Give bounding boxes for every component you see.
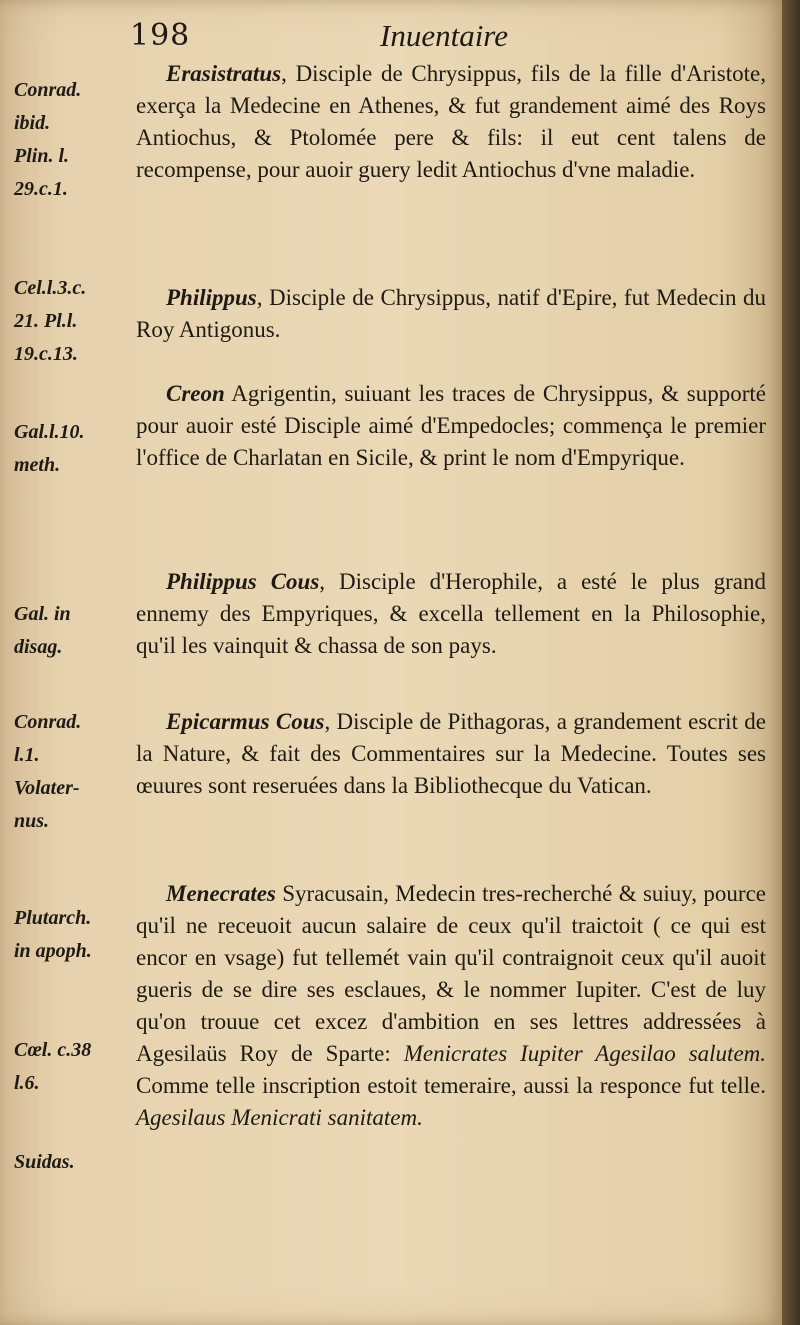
page-number: 198 xyxy=(130,18,191,53)
margin-note: Plutarch. in apoph. xyxy=(14,907,92,962)
page-edge xyxy=(782,0,800,1325)
entry-text: Comme telle inscription estoit temeraire, aussi la responce fut telle. xyxy=(136,1073,766,1098)
running-title: Inuentaire xyxy=(380,18,508,53)
margin-note: Cœl. c.38 l.6. xyxy=(14,1039,92,1094)
margin-note: Suidas. xyxy=(14,1151,75,1173)
entry-text: Agrigentin, suiuant les traces de Chrysippus, & supporté pour auoir esté Disciple aimé d'Empedocles; commença le premier l'office de Charlatan en Sicile, & print le nom d'Empyrique. xyxy=(136,381,766,470)
entry-name: Epicarmus Cous xyxy=(166,709,325,734)
body-text xyxy=(136,0,766,1325)
entry-paragraph xyxy=(136,706,766,802)
entry-name: Philippus Cous xyxy=(166,569,320,594)
entry-paragraph xyxy=(136,878,766,1134)
margin-notes xyxy=(14,0,134,1325)
letter-reply-quote: Agesilaus Menicrati sanitatem. xyxy=(136,1105,423,1130)
letter-quote: Menicrates Iupiter Agesilao salutem. xyxy=(403,1041,767,1066)
entry-paragraph xyxy=(136,58,766,186)
entry-name: Philippus xyxy=(166,285,257,310)
margin-note: Conrad. ibid. Plin. l. 29.c.1. xyxy=(14,79,82,200)
entry-name: Erasistratus xyxy=(166,61,282,86)
entry-text: , Disciple de Pithagoras, a grandement escrit de la Nature, & fait des Commentaires sur la Medecine. Toutes ses œuures sont reseruées dans la Bibliothecque du Vatican. xyxy=(136,709,766,798)
entry-text: , Disciple de Chrysippus, natif d'Epire, fut Medecin du Roy Antigonus. xyxy=(136,285,766,342)
entry-paragraph xyxy=(136,378,766,474)
entry-text: , Disciple de Chrysippus, fils de la fille d'Aristote, exerça la Medecine en Athenes, & fut grandement aimé des Roys Antiochus, & Ptolomée pere & fils: il eut cent talens de recompense, pour auoir guery ledit Antiochus d'vne maladie. xyxy=(136,61,766,182)
margin-note: Gal. in disag. xyxy=(14,603,71,658)
margin-note: Conrad. l.1. Volater- nus. xyxy=(14,711,82,832)
entry-paragraph xyxy=(136,282,766,346)
entry-paragraph xyxy=(136,566,766,662)
entry-text: , Disciple d'Herophile, a esté le plus grand ennemy des Empyriques, & excella tellement en la Philosophie, qu'il les vainquit & chassa de son pays. xyxy=(136,569,766,658)
entry-name: Creon xyxy=(166,381,225,406)
entry-name: Menecrates xyxy=(166,881,276,906)
margin-note: Gal.l.10. meth. xyxy=(14,421,85,476)
margin-note: Cel.l.3.c. 21. Pl.l. 19.c.13. xyxy=(14,277,87,365)
entry-text: Syracusain, Medecin tres-recherché & suiuy, pource qu'il ne receuoit aucun salaire de ceux qu'il traictoit ( ce qui est encor en vsage) fut tellemét vain qu'il contraignoit ceux qu'il auoit gueris de se dire ses esclaues, & le nommer Iupiter. C'est de luy qu'on trouue cet excez d'ambition en ses lettres addressées à Agesilaüs Roy de Sparte: xyxy=(136,881,766,1066)
